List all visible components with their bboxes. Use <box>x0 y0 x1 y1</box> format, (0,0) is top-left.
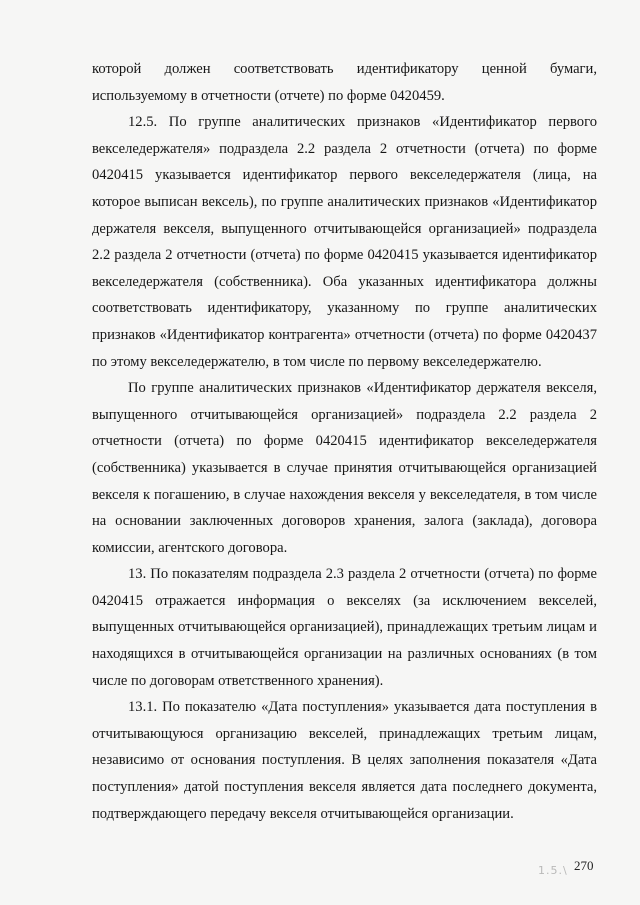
paragraph-continuation: которой должен соответствовать идентификатору ценной бумаги, используемому в отчетности (отчете) по форме 0420459. <box>92 61 597 104</box>
paragraph-13-1: 13.1. По показателю «Дата поступления» указывается дата поступления в отчитывающуюся организацию векселей, принадлежащих третьим лицам, независимо от основания поступления. В целях заполнения показателя «Дата поступления» датой поступления векселя является дата последнего документа, подтверждающего передачу векселя отчитывающейся организации. <box>92 699 597 822</box>
page-number: 270 <box>574 858 594 873</box>
document-body <box>92 56 597 827</box>
paragraph-holder-identifier: По группе аналитических признаков «Идентификатор держателя векселя, выпущенного отчитывающейся организацией» подраздела 2.2 раздела 2 отчетности (отчета) по форме 0420415 идентификатор векселедержателя (собственника) указывается в случае принятия отчитывающейся организацией векселя к погашению, в случае нахождения векселя у векселедателя, в том числе на основании заключенных договоров хранения, залога (заклада), договора комиссии, агентского договора. <box>92 380 597 556</box>
paragraph-12-5: 12.5. По группе аналитических признаков «Идентификатор первого векселедержателя» подраздела 2.2 раздела 2 отчетности (отчета) по форме 0420415 указывается идентификатор первого векселедержателя (лица, на которое выписан вексель), по группе аналитических признаков «Идентификатор держателя векселя, выпущенного отчитывающейся организацией» подраздела 2.2 раздела 2 отчетности (отчета) по форме 0420415 указывается идентификатор векселедержателя (собственника). Оба указанных идентификатора должны соответствовать идентификатору, указанному по группе аналитических признаков «Идентификатор контрагента» отчетности (отчета) по форме 0420437 по этому векселедержателю, в том числе по первому векселедержателю. <box>92 114 597 370</box>
faint-stamp-mark: 1.5.\ <box>538 864 568 877</box>
paragraph-13: 13. По показателям подраздела 2.3 раздела 2 отчетности (отчета) по форме 0420415 отражается информация о векселях (за исключением векселей, выпущенных отчитывающейся организацией), принадлежащих третьим лицам и находящихся в отчитывающейся организации на различных основаниях (в том числе по договорам ответственного хранения). <box>92 566 597 689</box>
